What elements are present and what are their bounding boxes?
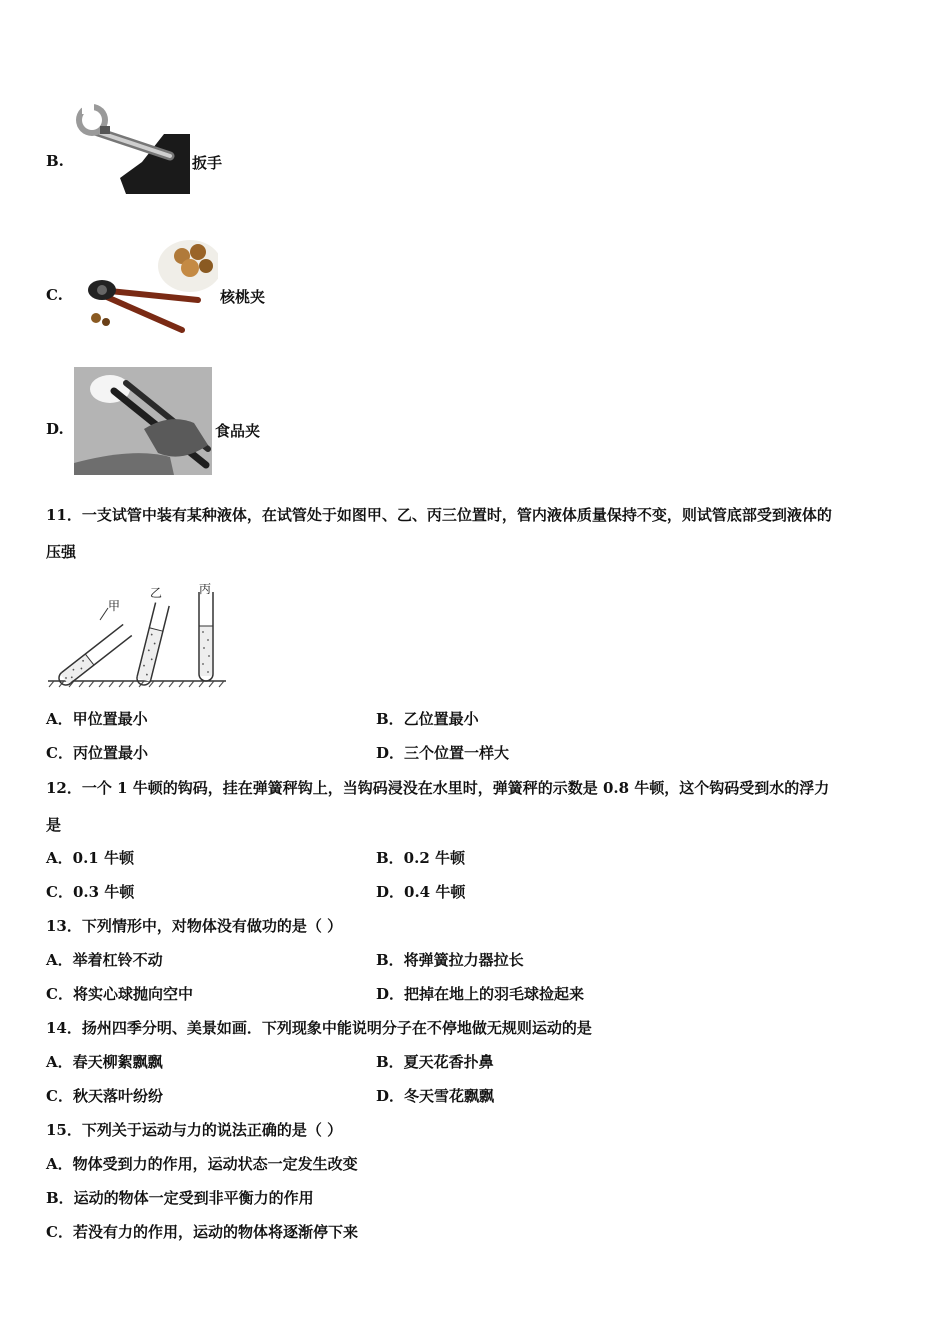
q11-stem-line1: 11．一支试管中装有某种液体，在试管处于如图甲、乙、丙三位置时，管内液体质量保持不变，则试管底部受到液体的 xyxy=(46,506,832,524)
option-letter-d: D. xyxy=(46,420,64,438)
q14-option-d[interactable]: D．冬天雪花飘飘 xyxy=(376,1087,495,1105)
q12-option-c[interactable]: C．0.3 牛顿 xyxy=(46,883,135,901)
q14-option-c[interactable]: C．秋天落叶纷纷 xyxy=(46,1087,163,1105)
q11-stem-line2: 压强 xyxy=(46,543,77,561)
q11-option-b[interactable]: B．乙位置最小 xyxy=(376,710,479,728)
q15-stem: 15．下列关于运动与力的说法正确的是（ ） xyxy=(46,1121,343,1139)
q11-options-row1 xyxy=(46,708,906,730)
nutcracker-image xyxy=(78,234,218,334)
q11-options-row2 xyxy=(46,742,906,764)
tube-label-bing: 丙 xyxy=(199,582,212,596)
q12-options-row2 xyxy=(46,881,906,903)
q13-stem: 13．下列情形中，对物体没有做功的是（ ） xyxy=(46,917,343,935)
q11-option-a[interactable]: A．甲位置最小 xyxy=(46,710,148,728)
wrench-image xyxy=(72,100,190,194)
q12-stem-line1: 12．一个 1 牛顿的钩码，挂在弹簧秤钩上，当钩码浸没在水里时，弹簧秤的示数是 0.8 牛顿，这个钩码受到水的浮力 xyxy=(46,779,830,797)
q15-option-b[interactable]: B．运动的物体一定受到非平衡力的作用 xyxy=(46,1189,314,1207)
food-tongs-caption: 食品夹 xyxy=(215,422,261,440)
q11-option-d[interactable]: D．三个位置一样大 xyxy=(376,744,510,762)
q14-option-b[interactable]: B．夏天花香扑鼻 xyxy=(376,1053,494,1071)
option-letter-b: B. xyxy=(46,152,64,170)
q12-option-d[interactable]: D．0.4 牛顿 xyxy=(376,883,466,901)
q13-option-a[interactable]: A．举着杠铃不动 xyxy=(46,951,163,969)
q11-option-c[interactable]: C．丙位置最小 xyxy=(46,744,148,762)
q12-option-a[interactable]: A．0.1 牛顿 xyxy=(46,849,134,867)
q12-option-b[interactable]: B．0.2 牛顿 xyxy=(376,849,465,867)
q13-option-c[interactable]: C．将实心球抛向空中 xyxy=(46,985,193,1003)
test-tubes-figure xyxy=(46,580,231,688)
option-letter-c: C. xyxy=(46,286,63,304)
food-tongs-image xyxy=(74,367,212,475)
q14-option-a[interactable]: A．春天柳絮飘飘 xyxy=(46,1053,163,1071)
q13-option-b[interactable]: B．将弹簧拉力器拉长 xyxy=(376,951,524,969)
q14-options-row1 xyxy=(46,1051,906,1073)
tube-label-jia: 甲 xyxy=(108,599,121,613)
nutcracker-caption: 核桃夹 xyxy=(220,288,266,306)
q15-option-a[interactable]: A．物体受到力的作用，运动状态一定发生改变 xyxy=(46,1155,358,1173)
q15-option-c[interactable]: C．若没有力的作用，运动的物体将逐渐停下来 xyxy=(46,1223,358,1241)
wrench-caption: 扳手 xyxy=(192,154,223,172)
q14-options-row2 xyxy=(46,1085,906,1107)
q12-options-row1 xyxy=(46,847,906,869)
q12-stem-line2: 是 xyxy=(46,816,62,834)
q13-option-d[interactable]: D．把掉在地上的羽毛球捡起来 xyxy=(376,985,585,1003)
q13-options-row1 xyxy=(46,949,906,971)
q14-stem: 14．扬州四季分明、美景如画．下列现象中能说明分子在不停地做无规则运动的是 xyxy=(46,1019,592,1037)
q13-options-row2 xyxy=(46,983,906,1005)
tube-label-yi: 乙 xyxy=(150,586,163,600)
